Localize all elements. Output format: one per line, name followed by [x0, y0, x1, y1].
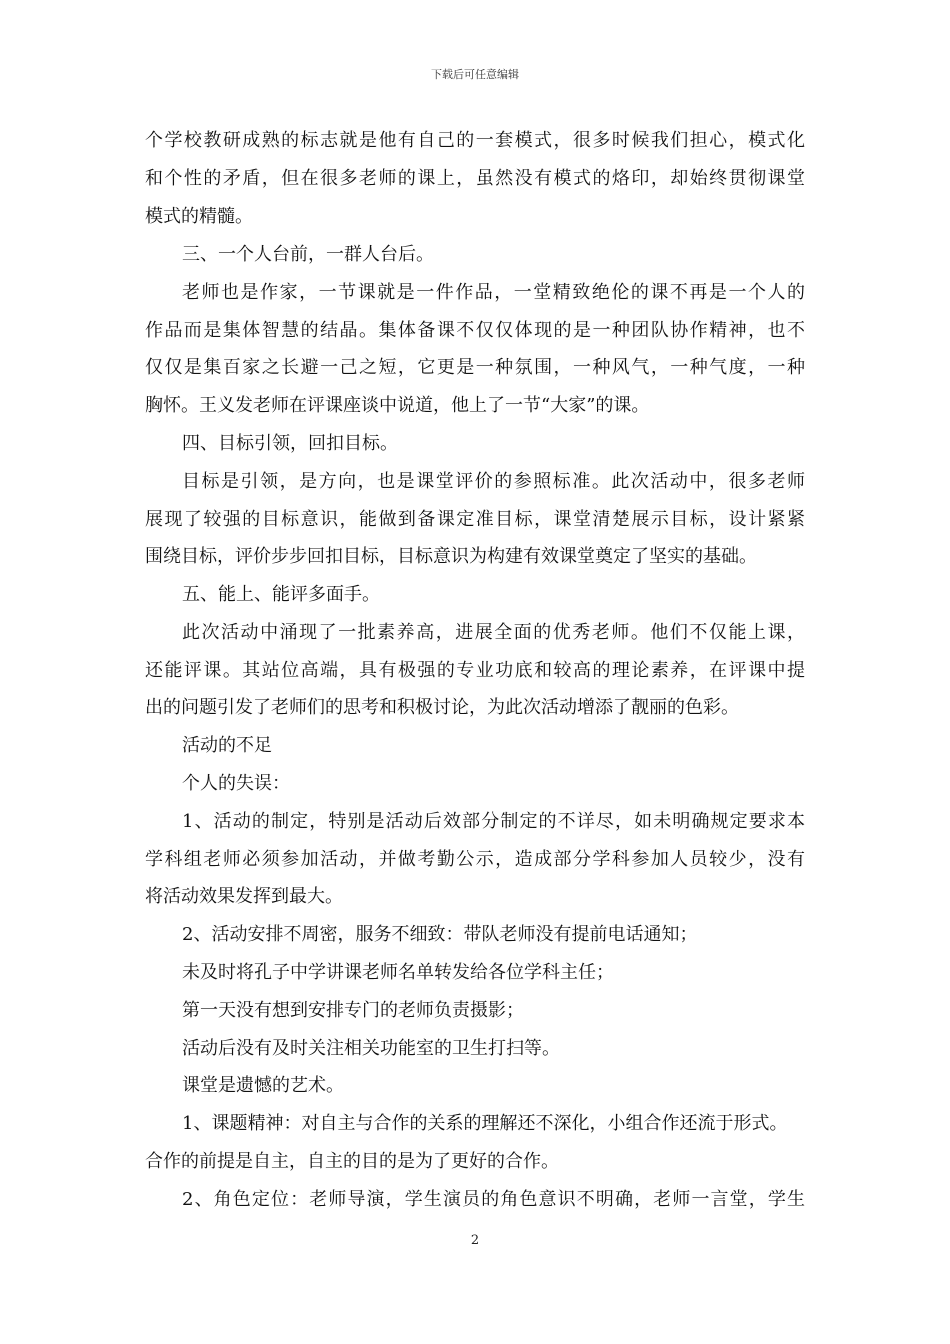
body-line: 仅仅是集百家之长避一己之短，它更是一种氛围，一种风气，一种气度，一种 [145, 357, 805, 378]
body-line: 1、活动的制定，特别是活动后效部分制定的不详尽，如未明确规定要求本 [182, 811, 805, 832]
section-heading: 三、一个人台前，一群人台后。 [182, 244, 434, 265]
body-line: 第一天没有想到安排专门的老师负责摄影； [182, 1000, 524, 1021]
body-line: 围绕目标，评价步步回扣目标，目标意识为构建有效课堂奠定了坚实的基础。 [145, 546, 757, 567]
section-heading: 四、目标引领，回扣目标。 [182, 433, 398, 454]
body-line: 2、活动安排不周密，服务不细致：带队老师没有提前电话通知； [182, 924, 698, 945]
body-line: 作品而是集体智慧的结晶。集体备课不仅仅体现的是一种团队协作精神，也不 [145, 320, 805, 341]
sub-heading: 个人的失误： [182, 773, 290, 794]
body-line: 合作的前提是自主，自主的目的是为了更好的合作。 [145, 1151, 559, 1172]
body-line: 还能评课。其站位高端，具有极强的专业功底和较高的理论素养，在评课中提 [145, 660, 805, 681]
body-line: 未及时将孔子中学讲课老师名单转发给各位学科主任； [182, 962, 614, 983]
body-line: 出的问题引发了老师们的思考和积极讨论，为此次活动增添了靓丽的色彩。 [145, 697, 739, 718]
page-header: 下载后可任意编辑 [431, 68, 519, 81]
sub-heading: 课堂是遗憾的艺术。 [182, 1075, 344, 1096]
body-line: 胸怀。王义发老师在评课座谈中说道，他上了一节“大家”的课。 [145, 395, 650, 416]
body-line: 个学校教研成熟的标志就是他有自己的一套模式，很多时候我们担心，模式化 [145, 130, 805, 151]
page-number: 2 [470, 1233, 480, 1248]
section-heading: 五、能上、能评多面手。 [182, 584, 380, 605]
body-line: 学科组老师必须参加活动，并做考勤公示，造成部分学科参加人员较少，没有 [145, 849, 805, 870]
body-line: 展现了较强的目标意识，能做到备课定准目标，课堂清楚展示目标，设计紧紧 [145, 509, 805, 530]
body-line: 老师也是作家，一节课就是一件作品，一堂精致绝伦的课不再是一个人的 [182, 282, 805, 303]
body-line: 1、课题精神：对自主与合作的关系的理解还不深化，小组合作还流于形式。 [182, 1113, 788, 1134]
body-line: 将活动效果发挥到最大。 [145, 886, 343, 907]
section-heading: 活动的不足 [182, 735, 272, 756]
body-line: 活动后没有及时关注相关功能室的卫生打扫等。 [182, 1038, 560, 1059]
body-line: 和个性的矛盾，但在很多老师的课上，虽然没有模式的烙印，却始终贯彻课堂 [145, 168, 805, 189]
body-line: 目标是引领，是方向，也是课堂评价的参照标准。此次活动中，很多老师 [182, 471, 805, 492]
body-line: 此次活动中涌现了一批素养高，进展全面的优秀老师。他们不仅能上课， [182, 622, 805, 643]
body-line: 模式的精髓。 [145, 206, 253, 227]
body-line: 2、角色定位：老师导演，学生演员的角色意识不明确，老师一言堂，学生 [182, 1189, 805, 1210]
